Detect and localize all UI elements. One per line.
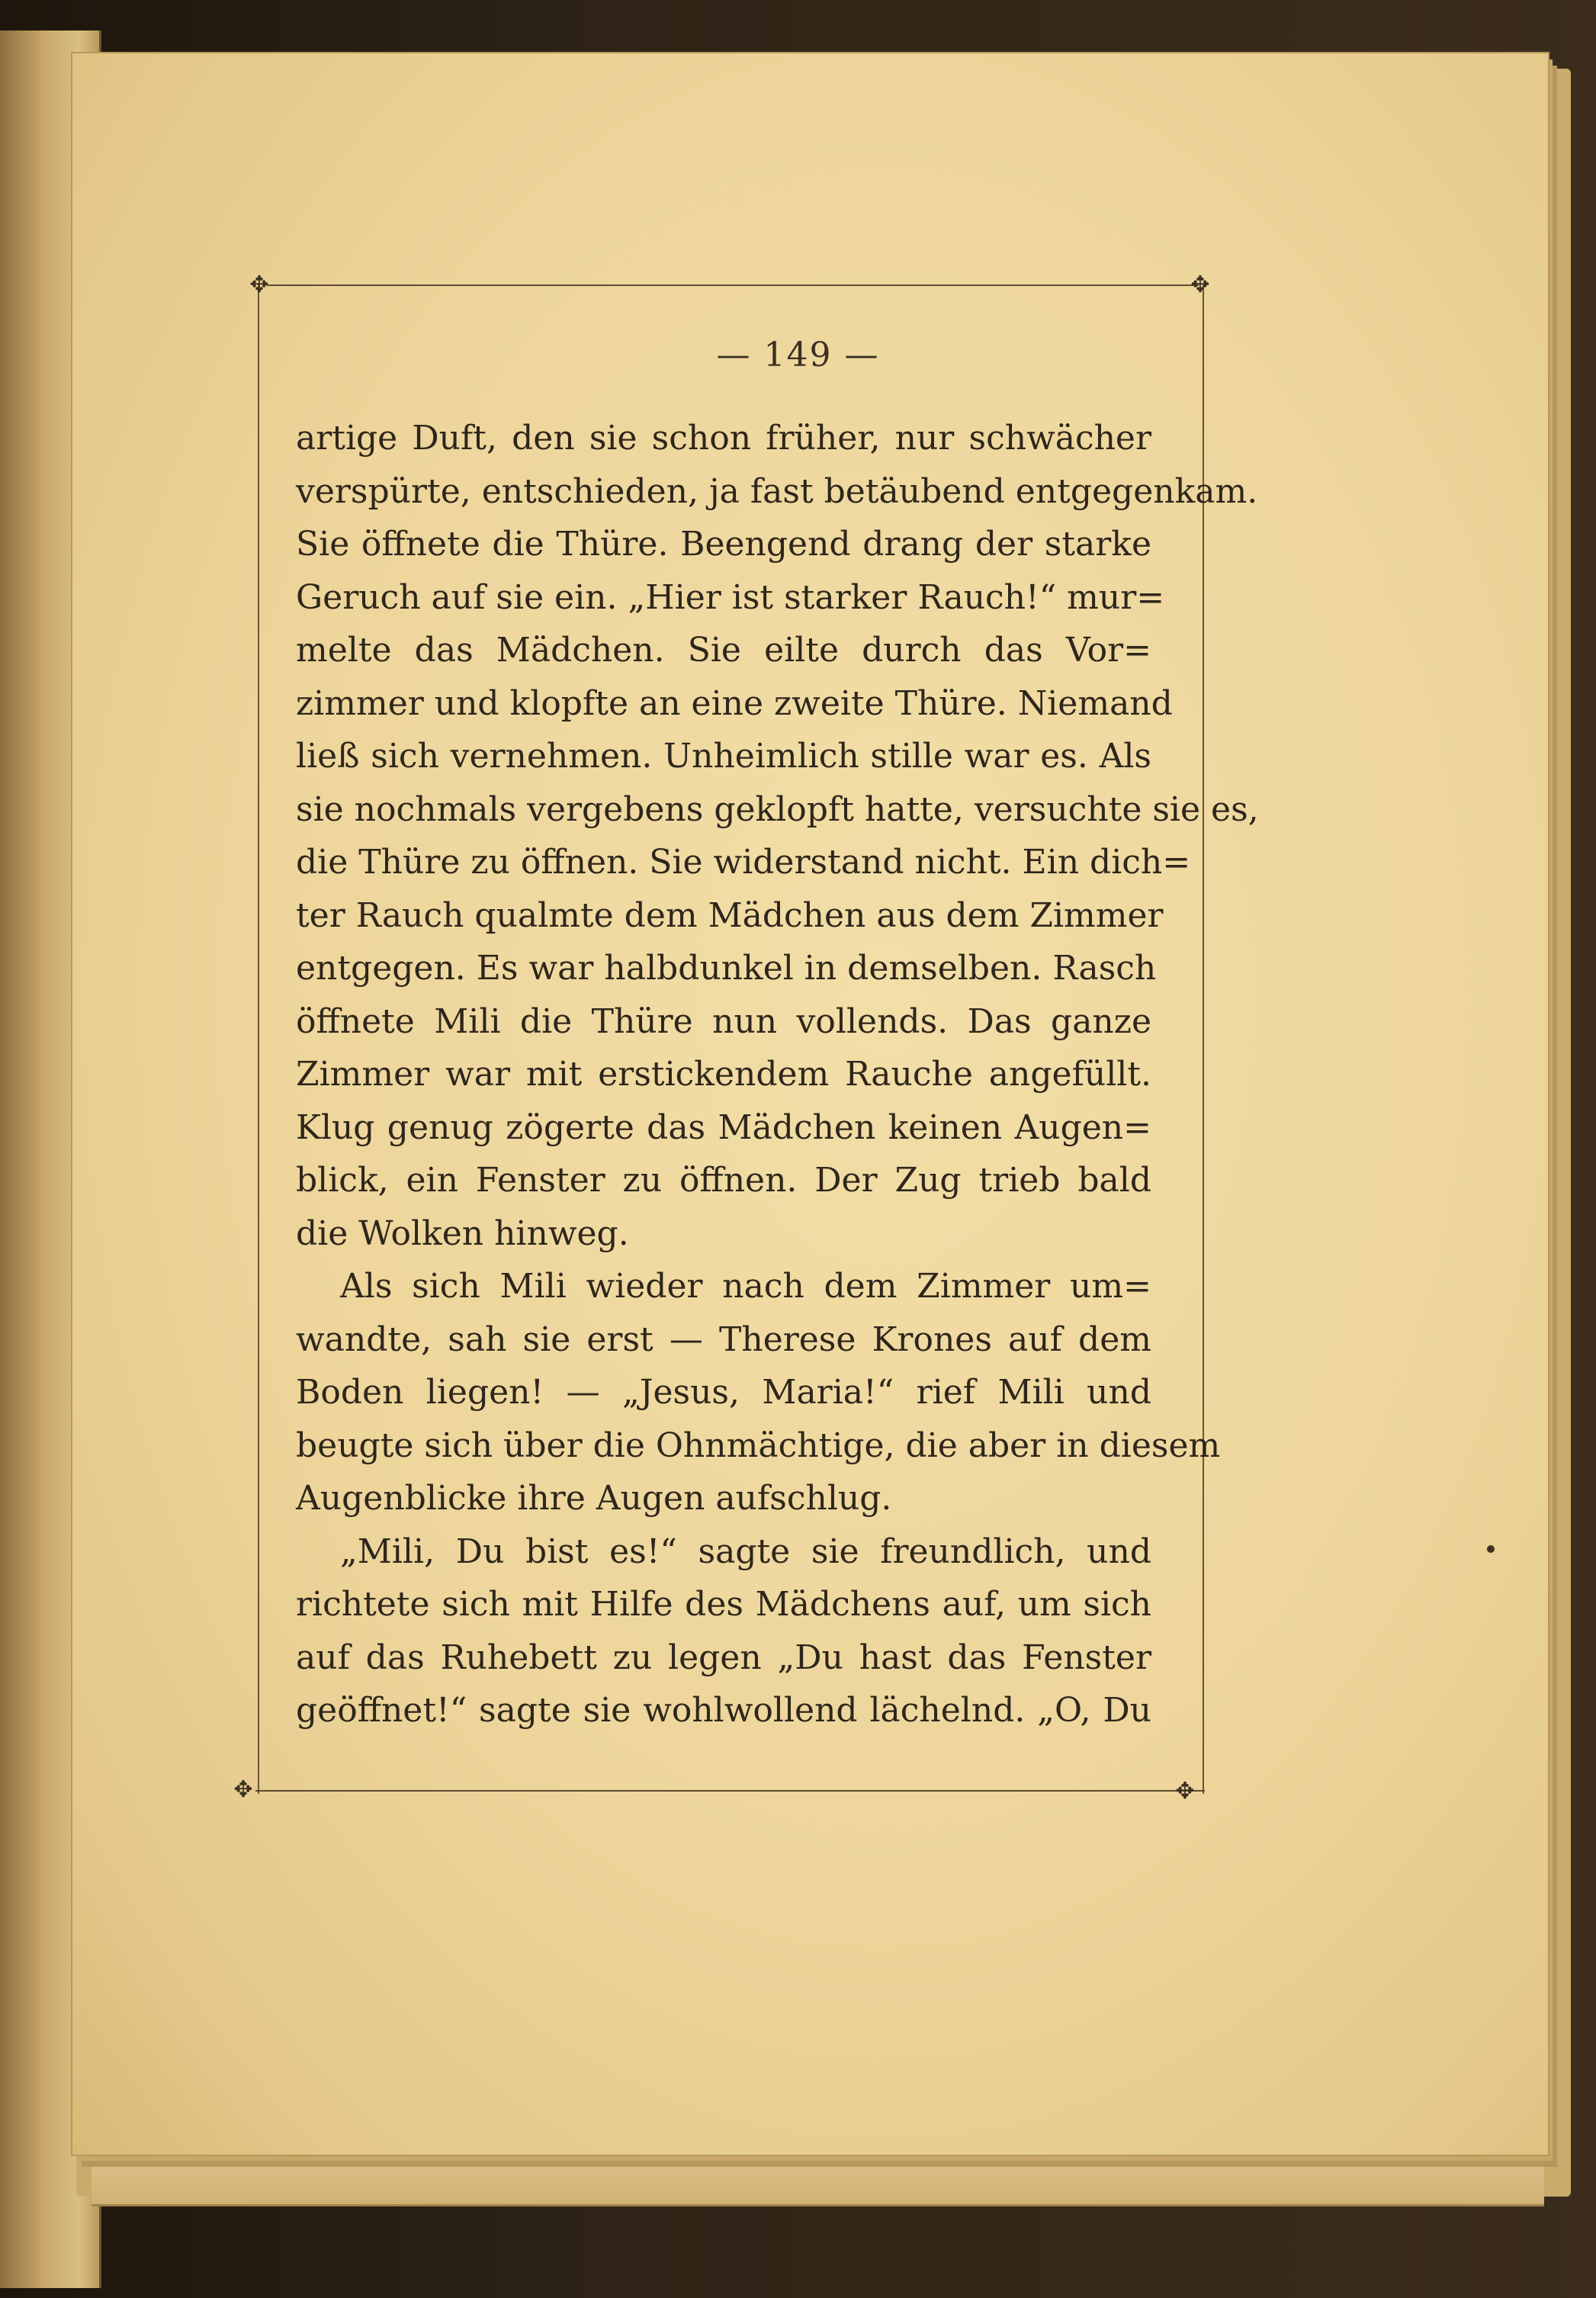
text-line: wandte, sah sie erst — Therese Krones auf dem (296, 1319, 1151, 1359)
corner-ornament-icon: ✥ (249, 272, 269, 298)
text-line: zimmer und klopfte an eine zweite Thüre. Niemand (296, 683, 1173, 723)
top-rule (267, 284, 1199, 286)
text-line: öffnete Mili die Thüre nun vollends. Das ganze (296, 1001, 1151, 1041)
page-stack-bottom (92, 2158, 1544, 2206)
text-line: geöffnet!“ sagte sie wohlwollend lächelnd. „O, Du (296, 1691, 1151, 1730)
corner-ornament-icon: ✥ (1175, 1778, 1195, 1805)
ink-speck (1487, 1545, 1495, 1553)
text-line: verspürte, entschieden, ja fast betäubend entgegenkam. (296, 471, 1258, 511)
text-line: richtete sich mit Hilfe des Mädchens auf, um sich (296, 1585, 1151, 1624)
text-line: Als sich Mili wieder nach dem Zimmer um= (340, 1267, 1151, 1306)
text-line: Sie öffnete die Thüre. Beengend drang der starke (296, 525, 1151, 564)
text-line: entgegen. Es war halbdunkel in demselben. Rasch (296, 949, 1157, 988)
bottom-rule (255, 1790, 1205, 1792)
text-line: Geruch auf sie ein. „Hier ist starker Rauch!“ mur= (296, 577, 1165, 617)
text-line: artige Duft, den sie schon früher, nur schwächer (296, 419, 1151, 458)
text-line: Zimmer war mit erstickendem Rauche angefüllt. (296, 1055, 1151, 1094)
text-line: auf das Ruhebett zu legen „Du hast das Fenster (296, 1638, 1151, 1677)
text-line: ter Rauch qualmte dem Mädchen aus dem Zimmer (296, 895, 1164, 935)
corner-ornament-icon: ✥ (233, 1776, 253, 1803)
text-line: sie nochmals vergebens geklopft hatte, versuchte sie es, (296, 789, 1259, 829)
text-line: melte das Mädchen. Sie eilte durch das Vor= (296, 631, 1151, 670)
text-line: ließ sich vernehmen. Unheimlich stille war es. Als (296, 737, 1151, 776)
corner-ornament-icon: ✥ (1190, 272, 1210, 298)
text-line: Augenblicke ihre Augen aufschlug. (296, 1479, 892, 1518)
body-text (296, 412, 1259, 1737)
page-number: — 149 — (716, 336, 880, 374)
text-line: die Thüre zu öffnen. Sie widerstand nicht. Ein dich= (296, 843, 1191, 882)
text-line: „Mili, Du bist es!“ sagte sie freundlich, und (340, 1531, 1151, 1571)
text-line: blick, ein Fenster zu öffnen. Der Zug trieb bald (296, 1161, 1151, 1200)
text-line: die Wolken hinweg. (296, 1213, 629, 1253)
text-line: Klug genug zögerte das Mädchen keinen Augen= (296, 1107, 1151, 1147)
text-line: Boden liegen! — „Jesus, Maria!“ rief Mili und (296, 1373, 1151, 1412)
text-line: beugte sich über die Ohnmächtige, die aber in diesem (296, 1425, 1221, 1465)
